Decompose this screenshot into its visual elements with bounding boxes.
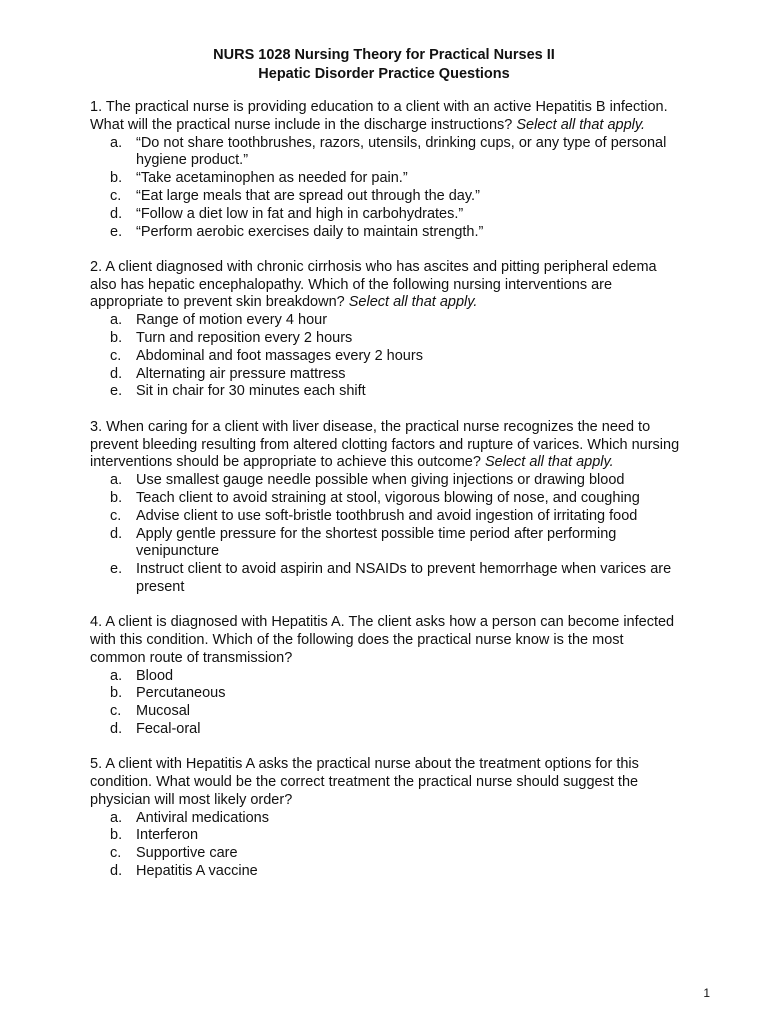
question-stem — [90, 99, 680, 135]
answer-option — [90, 330, 680, 348]
option-text: “Perform aerobic exercises daily to maintain strength.” — [136, 223, 484, 240]
option-letter: c. — [110, 347, 122, 364]
option-letter: c. — [110, 507, 122, 524]
question-stem — [90, 259, 680, 312]
option-letter: e. — [110, 223, 123, 240]
document-header — [0, 46, 768, 83]
question-2 — [90, 259, 680, 401]
answer-option — [90, 827, 680, 845]
answer-option — [90, 703, 680, 721]
option-text: “Do not share toothbrushes, razors, utensils, drinking cups, or any type of personal hygiene product.” — [136, 134, 667, 169]
course-title: NURS 1028 Nursing Theory for Practical Nurses II — [213, 47, 555, 63]
answer-options — [90, 472, 680, 597]
option-text: Sit in chair for 30 minutes each shift — [136, 383, 366, 400]
option-letter: a. — [110, 472, 123, 489]
option-text: Supportive care — [136, 845, 238, 862]
option-letter: d. — [110, 721, 123, 737]
option-letter: b. — [110, 685, 123, 702]
select-all-instruction: Select all that apply. — [516, 116, 646, 133]
question-text: 5. A client with Hepatitis A asks the practical nurse about the treatment options for this condition. What would be the correct treatment the practical nurse should suggest the physician will most likely order? — [90, 756, 639, 808]
option-text: Blood — [136, 667, 174, 684]
answer-option — [90, 721, 680, 739]
answer-option — [90, 170, 680, 188]
option-letter: b. — [110, 170, 123, 187]
answer-option — [90, 490, 680, 508]
answer-option — [90, 188, 680, 206]
answer-option — [90, 224, 680, 242]
question-stem — [90, 614, 680, 667]
question-4 — [90, 614, 680, 739]
answer-option — [90, 668, 680, 686]
answer-option — [90, 561, 680, 597]
option-text: “Take acetaminophen as needed for pain.” — [136, 170, 408, 187]
document-title: Hepatic Disorder Practice Questions — [258, 65, 510, 82]
option-text: Use smallest gauge needle possible when giving injections or drawing blood — [136, 472, 625, 489]
answer-option — [90, 685, 680, 703]
option-letter: b. — [110, 827, 123, 844]
option-letter: d. — [110, 205, 123, 222]
option-letter: a. — [110, 809, 123, 826]
option-text: “Follow a diet low in fat and high in carbohydrates.” — [136, 205, 464, 222]
option-letter: a. — [110, 312, 123, 329]
question-stem — [90, 419, 680, 472]
option-text: Range of motion every 4 hour — [136, 312, 328, 329]
option-text: Antiviral medications — [136, 809, 269, 826]
answer-option — [90, 135, 680, 171]
option-text: Hepatitis A vaccine — [136, 863, 258, 880]
answer-option — [90, 206, 680, 224]
question-5 — [90, 756, 680, 881]
answer-option — [90, 348, 680, 366]
option-text: Instruct client to avoid aspirin and NSAIDs to prevent hemorrhage when varices are present — [136, 561, 672, 595]
question-text: 1. The practical nurse is providing education to a client with an active Hepatitis B infection. What will the practical nurse include in the discharge instructions? — [90, 99, 668, 133]
answer-option — [90, 810, 680, 828]
option-letter: c. — [110, 845, 122, 862]
option-letter: d. — [110, 525, 123, 542]
answer-option — [90, 863, 680, 881]
question-text: 2. A client diagnosed with chronic cirrhosis who has ascites and pitting peripheral edema also has hepatic encephalopathy. Which of the following nursing interventions are appropriate to prevent skin breakdown? — [90, 258, 657, 311]
question-stem — [90, 756, 680, 809]
question-3 — [90, 419, 680, 597]
option-letter: d. — [110, 863, 123, 880]
option-letter: d. — [110, 365, 123, 382]
option-text: “Eat large meals that are spread out through the day.” — [136, 187, 480, 204]
answer-option — [90, 366, 680, 384]
option-text: Fecal-oral — [136, 721, 201, 737]
answer-option — [90, 526, 680, 562]
answer-option — [90, 472, 680, 490]
answer-option — [90, 508, 680, 526]
option-letter: b. — [110, 330, 123, 347]
question-text: 4. A client is diagnosed with Hepatitis A. The client asks how a person can become infected with this condition. Which of the following does the practical nurse know is the most common route of transmission? — [90, 614, 675, 666]
answer-options — [90, 312, 680, 401]
answer-option — [90, 383, 680, 401]
option-letter: b. — [110, 489, 123, 506]
answer-options — [90, 135, 680, 242]
answer-option — [90, 312, 680, 330]
option-letter: a. — [110, 667, 123, 684]
question-list — [90, 99, 680, 898]
option-text: Teach client to avoid straining at stool, vigorous blowing of nose, and coughing — [136, 489, 640, 506]
question-text: 3. When caring for a client with liver disease, the practical nurse recognizes the need to prevent bleeding resulting from altered clotting factors and rupture of varices. Which nursing interventions should be appropriate to achieve this outcome? — [90, 418, 680, 471]
option-text: Abdominal and foot massages every 2 hours — [136, 347, 423, 364]
option-text: Interferon — [136, 827, 199, 844]
answer-option — [90, 845, 680, 863]
option-text: Apply gentle pressure for the shortest possible time period after performing venipuncture — [136, 525, 617, 560]
page-number: 1 — [703, 986, 710, 1000]
option-letter: e. — [110, 383, 123, 400]
select-all-instruction: Select all that apply. — [348, 294, 478, 311]
option-text: Mucosal — [136, 703, 190, 720]
option-letter: e. — [110, 561, 123, 578]
question-1 — [90, 99, 680, 241]
option-letter: c. — [110, 703, 122, 720]
option-text: Alternating air pressure mattress — [136, 365, 346, 382]
option-text: Percutaneous — [136, 685, 226, 702]
option-letter: a. — [110, 134, 123, 151]
answer-options — [90, 668, 680, 739]
answer-options — [90, 810, 680, 881]
option-text: Advise client to use soft-bristle toothbrush and avoid ingestion of irritating food — [136, 507, 638, 524]
select-all-instruction: Select all that apply. — [484, 454, 614, 471]
option-text: Turn and reposition every 2 hours — [136, 330, 353, 347]
option-letter: c. — [110, 187, 122, 204]
